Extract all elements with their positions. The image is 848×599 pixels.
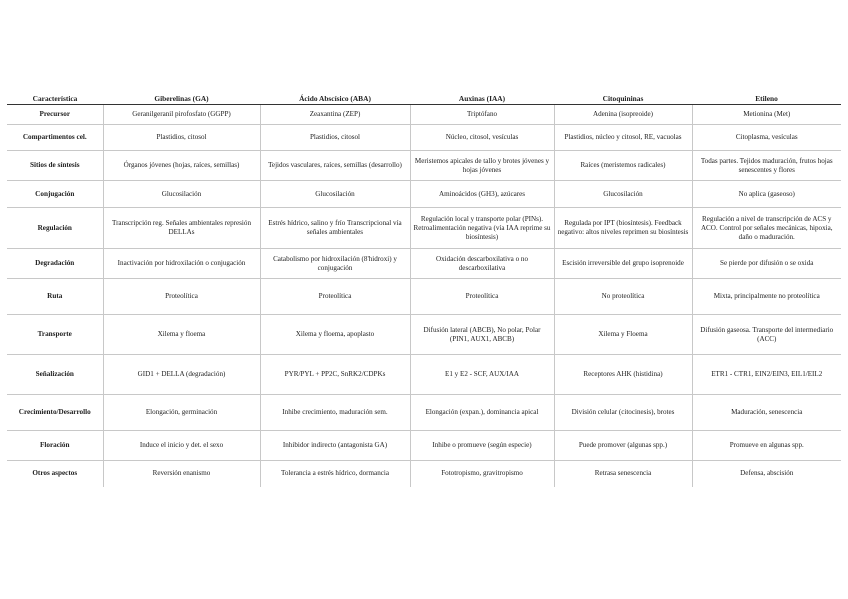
row-label: Otros aspectos [32,469,78,478]
table-cell: Adenina (isopreoide) [554,105,692,125]
table-cell: Plastidios, núcleo y citosol, RE, vacuolas [554,125,692,151]
table-cell: Raíces (meristemos radicales) [554,151,692,181]
table-row [7,105,841,125]
table-cell: Órganos jóvenes (hojas, raíces, semillas) [103,151,260,181]
row-label: Compartimentos cel. [7,125,103,151]
table-cell: Inhibe crecimiento, maduración sem. [260,395,410,431]
table-cell: No aplica (gaseoso) [692,181,841,208]
table-cell: Elongación (expan.), dominancia apical [410,395,554,431]
header-aba: Ácido Abscísico (ABA) [260,94,410,105]
table-row [7,431,841,461]
table-cell: GID1 + DELLA (degradación) [103,355,260,395]
table-cell: Escisión irreversible del grupo isoprenoide [554,249,692,279]
table-row [7,181,841,208]
table-cell: Xilema y floema [103,315,260,355]
row-label: Sitios de síntesis [7,151,103,181]
table-cell: Inhibidor indirecto (antagonista GA) [260,431,410,461]
header-auxinas: Auxinas (IAA) [410,94,554,105]
table-cell: Inactivación por hidroxilación o conjugación [103,249,260,279]
table-row [7,249,841,279]
table-cell: División celular (citocinesis), brotes [554,395,692,431]
table-cell: Xilema y floema, apoplasto [260,315,410,355]
row-label: Ruta [7,279,103,315]
table-row [7,125,841,151]
header-citoquininas: Citoquininas [554,94,692,105]
table-cell: Transcripción reg. Señales ambientales represión DELLAs [103,208,260,249]
table-header-row [7,94,841,105]
row-label: Transporte [7,315,103,355]
table-row [7,279,841,315]
header-caracteristica: Característica [7,94,103,105]
row-label: Señalización [7,355,103,395]
table-row [7,395,841,431]
table-cell: Maduración, senescencia [692,395,841,431]
table-cell: Reversión enanismo [103,461,260,487]
table-cell: Catabolismo por hidroxilación (8'hidroxi) y conjugación [260,249,410,279]
row-label: Precursor [7,105,103,125]
table-cell: Triptófano [410,105,554,125]
table-cell: Glucosilación [260,181,410,208]
table-cell: Xilema y Floema [554,315,692,355]
table-cell: Elongación, germinación [103,395,260,431]
table-cell: Citoplasma, vesículas [692,125,841,151]
table-cell: Difusión lateral (ABCB), No polar, Polar (PIN1, AUX1, ABCB) [410,315,554,355]
table-cell: Estrés hídrico, salino y frío Transcripcional vía señales ambientales [260,208,410,249]
header-etileno: Etileno [692,94,841,105]
table-cell: Regulada por IPT (biosíntesis). Feedback negativo: altos niveles reprimen su biosíntesis [554,208,692,249]
table-cell: Glucosilación [103,181,260,208]
table-cell: Glucosilación [554,181,692,208]
table-cell: Difusión gaseosa. Transporte del intermediario (ACC) [692,315,841,355]
table-cell: Tolerancia a estrés hídrico, dormancia [260,461,410,487]
table-cell: Mixta, principalmente no proteolítica [692,279,841,315]
table-row [7,355,841,395]
table-cell: Induce el inicio y det. el sexo [103,431,260,461]
hormone-comparison-table [7,94,841,487]
table-cell: Inhibe o promueve (según especie) [410,431,554,461]
table-row [7,151,841,181]
table-cell: Regulación local y transporte polar (PINs). Retroalimentación negativa (vía IAA reprime su biosíntesis) [410,208,554,249]
table-cell: Geranilgeranil pirofosfato (GGPP) [103,105,260,125]
table-cell: Metionina (Met) [692,105,841,125]
table-cell: ETR1 - CTR1, EIN2/EIN3, EIL1/EIL2 [692,355,841,395]
table-cell: No proteolítica [554,279,692,315]
table-cell: Tejidos vasculares, raíces, semillas (desarrollo) [260,151,410,181]
table-cell: Proteolítica [103,279,260,315]
table-row [7,461,841,487]
table-cell: Núcleo, citosol, vesículas [410,125,554,151]
table-cell: Proteolítica [410,279,554,315]
table-cell: Receptores AHK (histidina) [554,355,692,395]
table-row [7,315,841,355]
table-cell: Promueve en algunas spp. [692,431,841,461]
table-cell: Proteolítica [260,279,410,315]
table-cell: Regulación a nivel de transcripción de ACS y ACO. Control por señales mecánicas, hipoxia, daño o maduración. [692,208,841,249]
table-cell: PYR/PYL + PP2C, SnRK2/CDPKs [260,355,410,395]
table-cell: Zeaxantina (ZEP) [260,105,410,125]
table-cell: Meristemos apicales de tallo y brotes jóvenes y hojas jóvenes [410,151,554,181]
table-cell: E1 y E2 - SCF, AUX/IAA [410,355,554,395]
row-label: Degradación [7,249,103,279]
table-cell: Plastidios, citosol [260,125,410,151]
table-cell: Plastidios, citosol [103,125,260,151]
table-cell: Fototropismo, gravitropismo [410,461,554,487]
row-label: Crecimiento/Desarrollo [7,395,103,431]
table-cell: Se pierde por difusión o se oxida [692,249,841,279]
table-row [7,208,841,249]
table-cell: Todas partes. Tejidos maduración, frutos hojas senescentes y flores [692,151,841,181]
table-cell: Retrasa senescencia [554,461,692,487]
table-cell: Oxidación descarboxilativa o no descarboxilativa [410,249,554,279]
row-label: Floración [7,431,103,461]
row-label: Conjugación [7,181,103,208]
row-label: Regulación [7,208,103,249]
header-giberelinas: Giberelinas (GA) [103,94,260,105]
table-cell: Defensa, abscisión [692,461,841,487]
table-cell: Puede promover (algunas spp.) [554,431,692,461]
table-cell: Aminoácidos (GH3), azúcares [410,181,554,208]
